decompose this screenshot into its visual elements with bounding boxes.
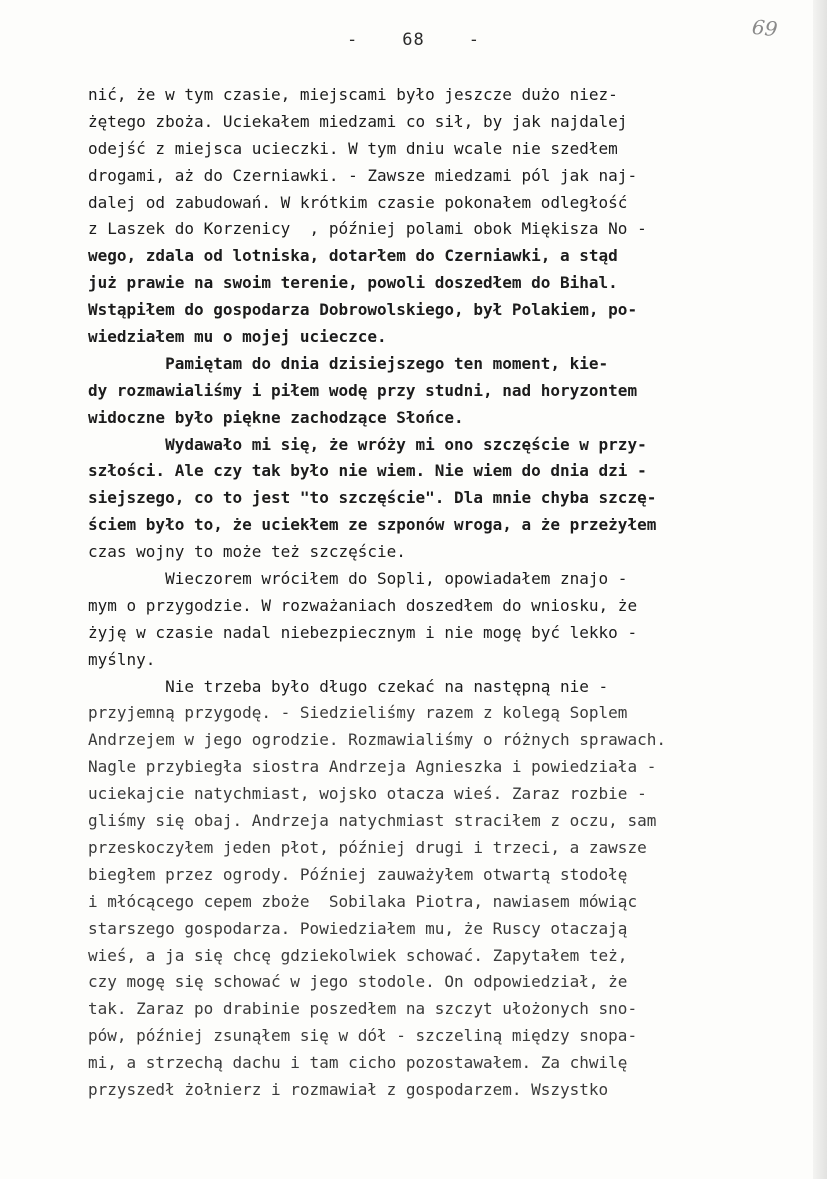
text-line: żętego zboża. Uciekałem miedzami co sił, by jak najdalej — [88, 111, 628, 131]
text-line: Nie trzeba było długo czekać na następną nie - — [88, 676, 609, 696]
text-line: widoczne było piękne zachodzące Słońce. — [88, 407, 464, 427]
text-line: starszego gospodarza. Powiedziałem mu, że Ruscy otaczają — [88, 918, 628, 938]
text-line: przyszedł żołnierz i rozmawiał z gospodarzem. Wszystko — [88, 1079, 609, 1099]
text-line: siejszego, co to jest "to szczęście". Dla mnie chyba szczę- — [88, 488, 657, 508]
text-line: uciekajcie natychmiast, wojsko otacza wieś. Zaraz rozbie - — [88, 784, 647, 804]
page-edge-shadow — [813, 0, 827, 1179]
page-number-dash-right: - — [468, 30, 480, 50]
text-line: czy mogę się schować w jego stodole. On odpowiedział, że — [88, 972, 628, 992]
text-line: szłości. Ale czy tak było nie wiem. Nie wiem do dnia dzi - — [88, 461, 647, 481]
text-line: przyjemną przygodę. - Siedzieliśmy razem z kolegą Soplem — [88, 703, 628, 723]
typewritten-text-body — [88, 82, 778, 1104]
text-line: czas wojny to może też szczęście. — [88, 542, 406, 562]
text-line: odejść z miejsca ucieczki. W tym dniu wcale nie szedłem — [88, 138, 618, 158]
text-line: pów, później zsunąłem się w dół - szczeliną między snopa- — [88, 1026, 638, 1046]
text-line: gliśmy się obaj. Andrzeja natychmiast straciłem z oczu, sam — [88, 811, 657, 831]
text-line: wieś, a ja się chcę gdziekolwiek schować. Zapytałem też, — [88, 945, 628, 965]
text-line: Nagle przybiegła siostra Andrzeja Agnieszka i powiedziała - — [88, 757, 657, 777]
text-line: Wieczorem wróciłem do Sopli, opowiadałem znajo - — [88, 569, 628, 589]
text-line: przeskoczyłem jeden płot, później drugi i trzeci, a zawsze — [88, 837, 647, 857]
text-line: biegłem przez ogrody. Później zauważyłem otwartą stodołę — [88, 864, 628, 884]
text-line: nić, że w tym czasie, miejscami było jeszcze dużo niez- — [88, 85, 618, 104]
text-line: już prawie na swoim terenie, powoli doszedłem do Bihal. — [88, 273, 618, 293]
page-number: 68 — [402, 30, 425, 50]
handwritten-page-number: 69 — [750, 14, 779, 42]
page-number-dash-left: - — [347, 30, 359, 50]
text-line: myślny. — [88, 649, 156, 669]
text-line: mym o przygodzie. W rozważaniach doszedłem do wniosku, że — [88, 595, 638, 615]
text-line: wiedziałem mu o mojej ucieczce. — [88, 327, 387, 347]
text-line: Wydawało mi się, że wróży mi ono szczęście w przy- — [88, 434, 647, 454]
page-number-header — [0, 30, 827, 50]
text-line: dalej od zabudowań. W krótkim czasie pokonałem odległość — [88, 192, 628, 212]
text-line: z Laszek do Korzenicy , później polami obok Miękisza No - — [88, 219, 647, 239]
text-line: żyję w czasie nadal niebezpiecznym i nie mogę być lekko - — [88, 622, 638, 642]
text-line: ściem było to, że uciekłem ze szponów wroga, a że przeżyłem — [88, 515, 657, 535]
text-line: drogami, aż do Czerniawki. - Zawsze miedzami pól jak naj- — [88, 165, 638, 185]
text-line: tak. Zaraz po drabinie poszedłem na szczyt ułożonych sno- — [88, 999, 638, 1019]
text-line: mi, a strzechą dachu i tam cicho pozostawałem. Za chwilę — [88, 1053, 628, 1073]
text-line: i młócącego cepem zboże Sobilaka Piotra, nawiasem mówiąc — [88, 891, 638, 911]
text-line: Andrzejem w jego ogrodzie. Rozmawialiśmy o różnych sprawach. — [88, 730, 666, 750]
text-line: Pamiętam do dnia dzisiejszego ten moment, kie- — [88, 353, 609, 373]
text-line: wego, zdala od lotniska, dotarłem do Czerniawki, a stąd — [88, 246, 618, 266]
text-line: dy rozmawialiśmy i piłem wodę przy studni, nad horyzontem — [88, 380, 638, 400]
text-line: Wstąpiłem do gospodarza Dobrowolskiego, był Polakiem, po- — [88, 300, 638, 320]
